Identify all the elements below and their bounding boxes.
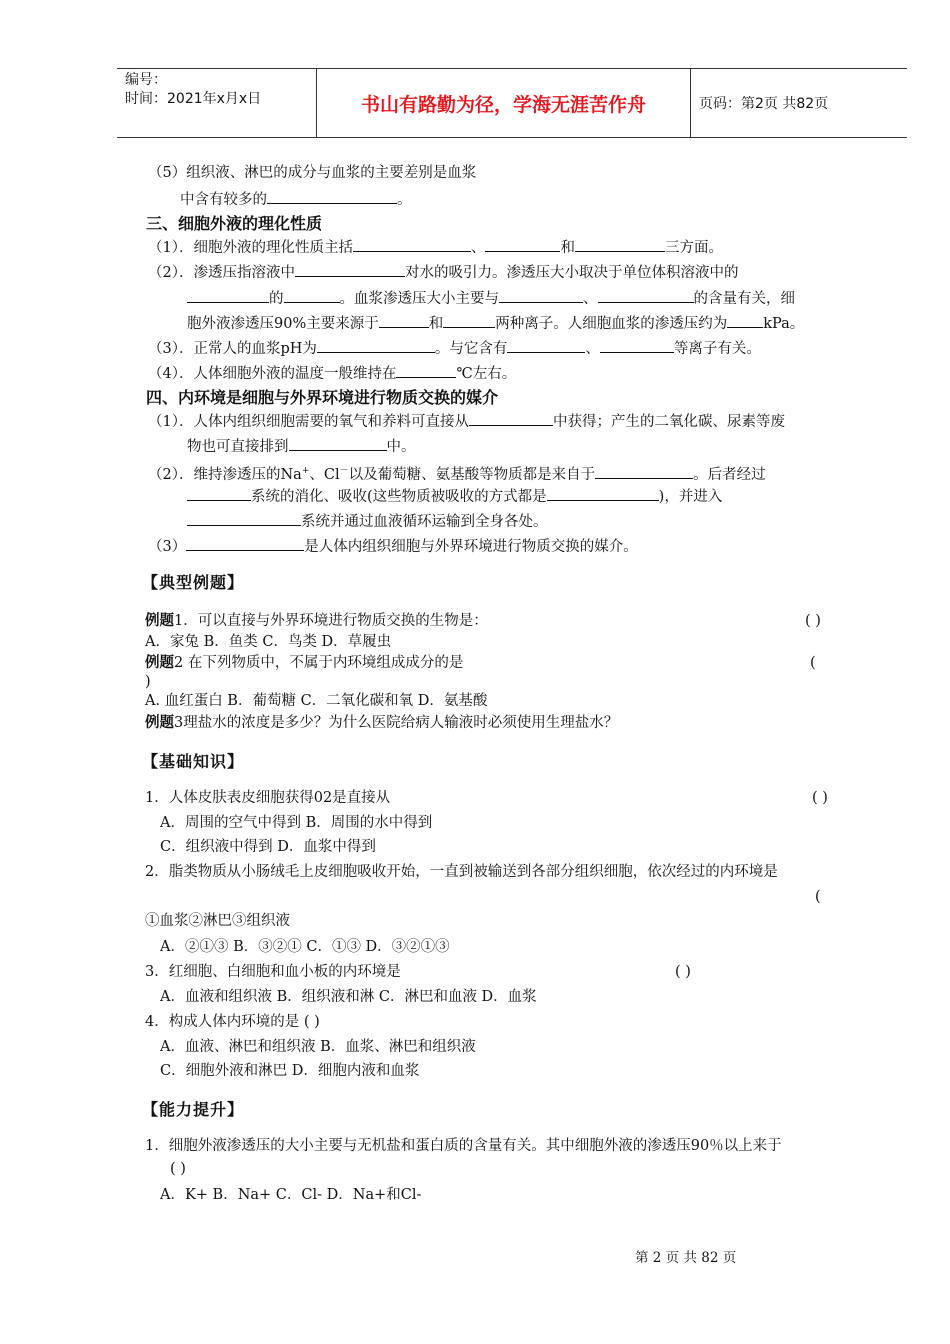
- example-1-options: A．家兔 B．鱼类 C．鸟类 D．草履虫: [145, 634, 392, 650]
- header-meta-cell: [117, 69, 317, 137]
- example-1: 例题1．可以直接与外界环境进行物质交换的生物是：: [145, 613, 488, 629]
- blank[interactable]: [284, 288, 340, 303]
- example-2-paren-close: ): [145, 674, 151, 690]
- time-label: 时间：2021年x月x日: [125, 91, 262, 107]
- blank[interactable]: [600, 338, 674, 353]
- basics-q4-options-cd: C．细胞外液和淋巴 D．细胞内液和血浆: [160, 1063, 420, 1079]
- blank[interactable]: [187, 511, 301, 526]
- basics-q1: 1．人体皮肤表皮细胞获得02是直接从: [145, 790, 391, 806]
- basics-q4: 4．构成人体内环境的是 ( ): [145, 1014, 320, 1030]
- s4-item2-line1: （2）．维持渗透压的Na+、Cl－以及葡萄糖、氨基酸等物质都是来自于 。后者经过: [148, 461, 766, 485]
- ability-q1-options: A．K+ B．Na+ C．Cl- D．Na+和Cl-: [160, 1187, 422, 1203]
- footer-page-number: 第 2 页 共 82 页: [635, 1250, 737, 1266]
- basics-q1-paren: ( ): [812, 790, 828, 806]
- blank[interactable]: [187, 288, 269, 303]
- blank[interactable]: [396, 363, 456, 378]
- basics-q3-paren: ( ): [675, 964, 691, 980]
- basics-q1-options-cd: C．组织液中得到 D．血浆中得到: [160, 839, 376, 855]
- blank[interactable]: [727, 313, 763, 328]
- blank[interactable]: [295, 262, 405, 277]
- s3-item2-line3: 胞外液渗透压90%主要来源于 和 两种离子。人细胞血浆的渗透压约为 kPa。: [187, 313, 804, 334]
- blank[interactable]: [485, 237, 560, 252]
- blank[interactable]: [598, 288, 694, 303]
- basics-q3-options: A．血液和组织液 B．组织液和淋 C．淋巴和血液 D．血浆: [160, 989, 537, 1005]
- blank[interactable]: [469, 411, 553, 426]
- example-2: 例题2 在下列物质中，不属于内环境组成成分的是: [145, 655, 464, 671]
- blank[interactable]: [317, 338, 435, 353]
- examples-title: 【典型例题】: [142, 573, 245, 592]
- example-2-paren-open: (: [810, 655, 816, 671]
- example-2-options: A. 血红蛋白 B．葡萄糖 C．二氧化碳和氧 D．氨基酸: [145, 693, 488, 709]
- s3-item3: （3）．正常人的血浆pH为 。与它含有 、 等离子有关。: [148, 338, 761, 359]
- ability-q1-paren: ( ): [170, 1161, 186, 1177]
- blank[interactable]: [267, 189, 397, 204]
- blank[interactable]: [443, 313, 495, 328]
- header-page-label: 页码：第2页 共82页: [699, 96, 829, 112]
- s3-item1: （1）．细胞外液的理化性质主括 、 和 三方面。: [148, 237, 723, 258]
- blank[interactable]: [186, 536, 304, 551]
- item5-line2: 中含有较多的 。: [180, 189, 412, 210]
- section-title-4: 四、内环境是细胞与外界环境进行物质交换的媒介: [146, 388, 499, 407]
- basics-q2-paren: (: [815, 889, 821, 905]
- section-title-3: 三、细胞外液的理化性质: [146, 214, 323, 233]
- header-table: [117, 68, 907, 138]
- s3-item2-line1: （2）．渗透压指溶液中 对水的吸引力。渗透压大小取决于单位体积溶液中的: [148, 262, 738, 283]
- basics-q2-options: A．②①③ B．③②① C．①③ D．③②①③: [160, 939, 450, 955]
- s4-item3: （3） 是人体内组织细胞与外界环境进行物质交换的媒介。: [148, 536, 638, 557]
- basics-q3: 3．红细胞、白细胞和血小板的内环境是: [145, 964, 401, 980]
- basics-q4-options-ab: A．血液、淋巴和组织液 B．血浆、淋巴和组织液: [160, 1039, 476, 1055]
- header-motto: 书山有路勤为径，学海无涯苦作舟: [317, 69, 691, 137]
- blank[interactable]: [353, 237, 471, 252]
- s4-item2-line2: 系统的消化、吸收(这些物质被吸收的方式都是 )，并进入: [187, 486, 722, 507]
- ability-title: 【能力提升】: [142, 1100, 245, 1119]
- basics-title: 【基础知识】: [142, 752, 245, 771]
- item5-line1: （5）组织液、淋巴的成分与血浆的主要差别是血浆: [148, 165, 477, 181]
- basics-q2-items: ①血浆②淋巴③组织液: [145, 913, 290, 929]
- s4-item2-line3: 系统并通过血液循环运输到全身各处。: [187, 511, 548, 532]
- s3-item4: （4）．人体细胞外液的温度一般维持在 ℃左右。: [148, 363, 516, 384]
- blank[interactable]: [547, 486, 659, 501]
- blank[interactable]: [595, 464, 693, 479]
- example-3: 例题3理盐水的浓度是多少？为什么医院给病人输液时必须使用生理盐水？: [145, 715, 619, 731]
- blank[interactable]: [575, 237, 665, 252]
- s4-item1-line1: （1）．人体内组织细胞需要的氧气和养料可直接从 中获得；产生的二氧化碳、尿素等废: [148, 411, 785, 432]
- ability-q1: 1．细胞外液渗透压的大小主要与无机盐和蛋白质的含量有关。其中细胞外液的渗透压90％以上来于: [145, 1138, 782, 1154]
- example-1-paren: ( ): [805, 613, 821, 629]
- blank[interactable]: [379, 313, 429, 328]
- s4-item1-line2: 物也可直接排到 中。: [187, 436, 416, 457]
- blank[interactable]: [289, 436, 387, 451]
- basics-q1-options-ab: A．周围的空气中得到 B．周围的水中得到: [160, 815, 433, 831]
- blank[interactable]: [187, 486, 251, 501]
- s3-item2-line2: 的 。血浆渗透压大小主要与 、 的含量有关，细: [187, 288, 795, 309]
- blank[interactable]: [507, 338, 585, 353]
- blank[interactable]: [499, 288, 583, 303]
- number-label: 编号：: [125, 72, 167, 88]
- basics-q2: 2．脂类物质从小肠绒毛上皮细胞吸收开始，一直到被输送到各部分组织细胞，依次经过的内环境是: [145, 864, 778, 880]
